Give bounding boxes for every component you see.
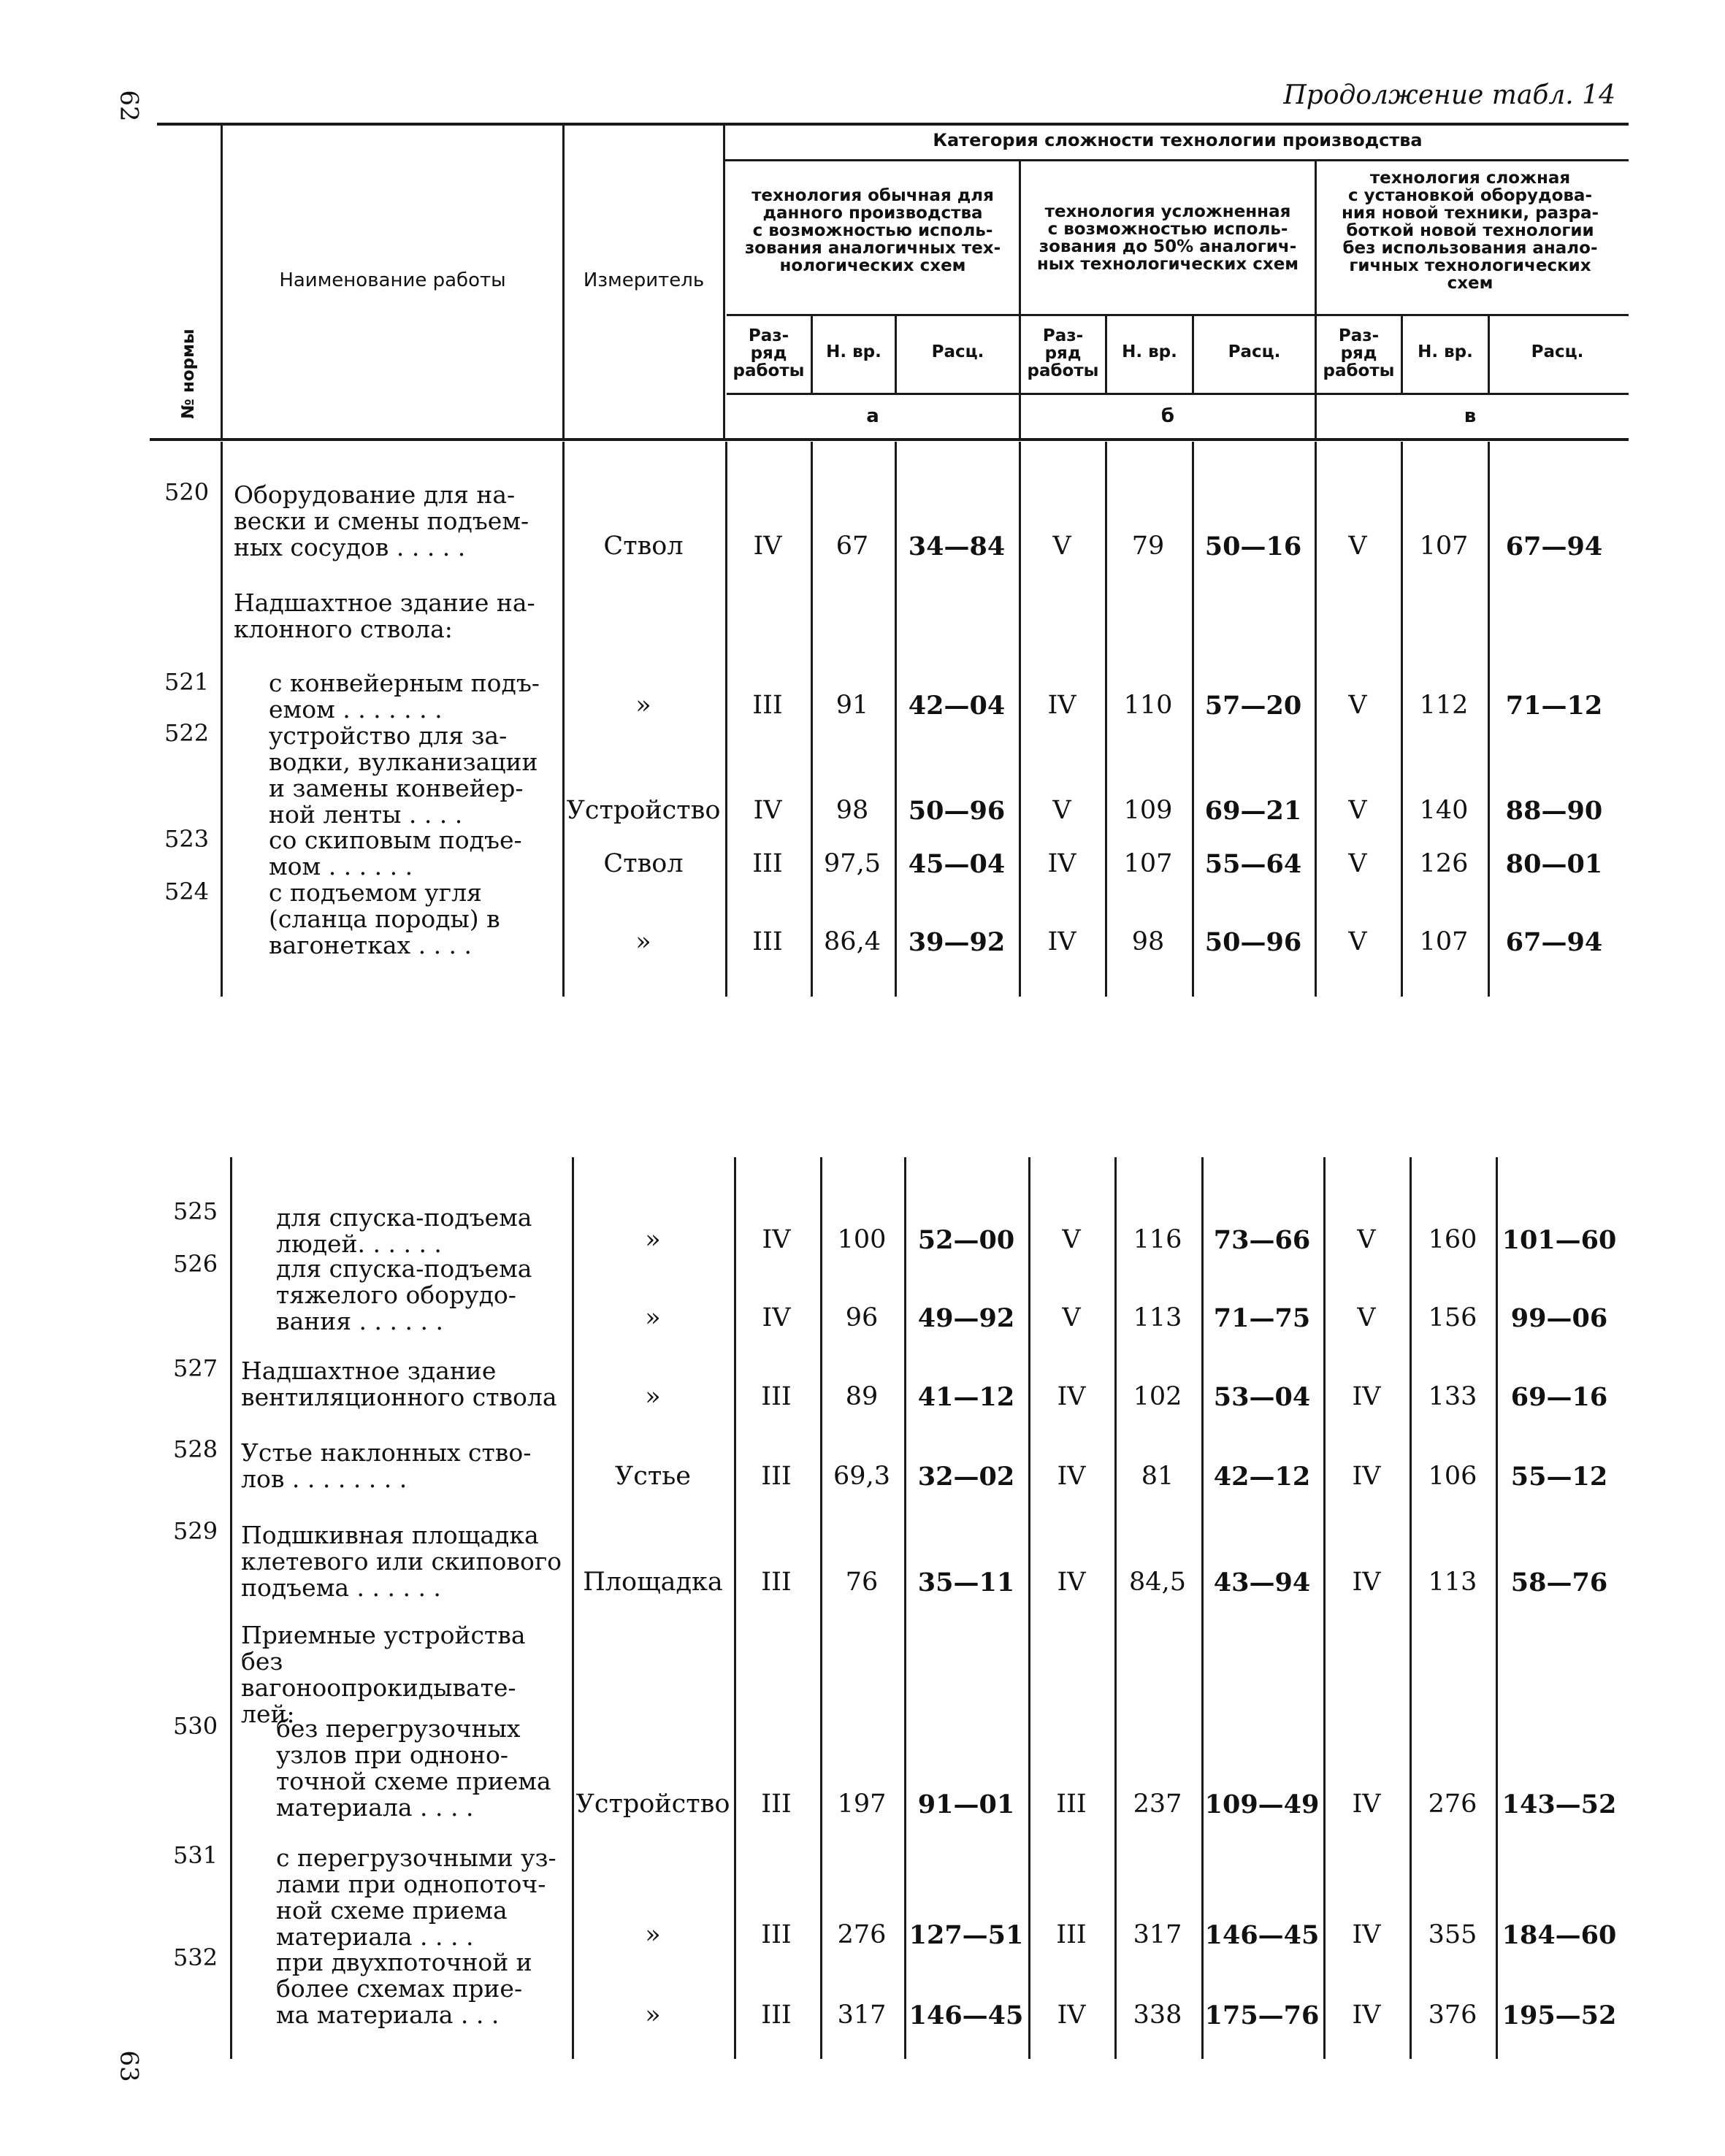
- work-name: с конвейерным подъ- емом . . . . . . .: [269, 669, 540, 724]
- rate-cell: 55—64: [1204, 849, 1302, 879]
- rank-cell: V: [1348, 691, 1367, 720]
- rate-cell: 69—16: [1510, 1382, 1608, 1412]
- work-name: с подъемом угля (сланца породы) в вагонетках . . . .: [269, 878, 500, 959]
- num-column-header: № нормы: [179, 329, 198, 419]
- rate-cell: 41—12: [917, 1382, 1015, 1412]
- rank-cell: IV: [1057, 1462, 1086, 1491]
- rate-cell: 146—45: [1204, 1920, 1320, 1950]
- rate-cell: 143—52: [1502, 1789, 1617, 1819]
- rate-cell: 34—84: [908, 532, 1006, 561]
- rate-cell: 32—02: [917, 1462, 1015, 1492]
- norm-number: 523: [164, 825, 210, 853]
- norm-number: 521: [164, 668, 210, 696]
- rank-cell: IV: [1057, 1382, 1086, 1411]
- rate-cell: 99—06: [1510, 1303, 1608, 1333]
- norm-time-cell: 355: [1428, 1920, 1477, 1949]
- norm-time-cell: 276: [837, 1920, 887, 1949]
- rank-cell: IV: [1352, 1920, 1381, 1949]
- sub-norm-a: Н. вр.: [826, 342, 881, 361]
- unit-cell: Ствол: [603, 849, 684, 878]
- norm-time-cell: 276: [1428, 1789, 1477, 1819]
- norm-number: 532: [173, 1944, 218, 1971]
- norm-time-cell: 160: [1428, 1225, 1477, 1254]
- unit-cell: »: [645, 1920, 661, 1949]
- unit-cell: »: [645, 1303, 661, 1332]
- norm-time-cell: 107: [1419, 532, 1469, 561]
- rate-cell: 71—75: [1213, 1303, 1311, 1333]
- norm-time-cell: 91: [835, 691, 869, 720]
- work-name: без перегрузочных узлов при одноно- точной схеме приема материала . . . .: [276, 1714, 551, 1822]
- b2-vline-c2: [1496, 1157, 1498, 2059]
- b2-vline-c1: [1410, 1157, 1412, 2059]
- b1-vline-name: [221, 442, 223, 997]
- norm-time-cell: 109: [1123, 796, 1173, 825]
- b2-vline-name: [230, 1157, 232, 2059]
- norm-time-cell: 106: [1428, 1462, 1477, 1491]
- rank-cell: III: [761, 1789, 792, 1819]
- rate-cell: 39—92: [908, 927, 1006, 957]
- rank-cell: III: [761, 1462, 792, 1491]
- norm-time-cell: 69,3: [833, 1462, 890, 1491]
- norm-time-cell: 84,5: [1129, 1568, 1186, 1597]
- norm-time-cell: 79: [1131, 532, 1165, 561]
- group-a-letter: а: [866, 405, 879, 427]
- rank-cell: IV: [1057, 1568, 1086, 1597]
- norm-number: 528: [173, 1435, 218, 1463]
- rank-cell: V: [1348, 532, 1367, 561]
- rate-cell: 35—11: [917, 1568, 1015, 1597]
- norm-time-cell: 237: [1133, 1789, 1182, 1819]
- rate-cell: 101—60: [1502, 1225, 1617, 1255]
- unit-cell: Устье: [614, 1462, 692, 1491]
- rank-cell: III: [761, 2000, 792, 2030]
- group-c-title: технология сложная с установкой оборудова- ния новой техники, разра- боткой новой технологии без использования анало- гичных технологических схем: [1341, 169, 1599, 293]
- rank-cell: IV: [1057, 2000, 1086, 2030]
- norm-number: 531: [173, 1841, 218, 1869]
- rank-cell: IV: [1352, 1568, 1381, 1597]
- rank-cell: V: [1357, 1303, 1376, 1332]
- rate-cell: 67—94: [1505, 927, 1603, 957]
- rank-cell: IV: [1047, 927, 1076, 956]
- rate-cell: 50—96: [908, 796, 1006, 826]
- rank-cell: IV: [1047, 849, 1076, 878]
- b1-vline-c2: [1488, 442, 1490, 997]
- unit-cell: »: [635, 927, 651, 956]
- category-rule: [723, 159, 1629, 161]
- rank-cell: V: [1052, 796, 1071, 825]
- work-name: Надшахтное здание вентиляционного ствола: [241, 1357, 557, 1411]
- rate-cell: 57—20: [1204, 691, 1302, 721]
- group-b-letter: б: [1160, 405, 1175, 427]
- norm-number: 522: [164, 719, 210, 747]
- group-rule: [727, 314, 1629, 316]
- rate-cell: 42—04: [908, 691, 1006, 721]
- norm-time-cell: 76: [845, 1568, 879, 1597]
- rate-cell: 184—60: [1502, 1920, 1617, 1950]
- unit-cell: Площадка: [583, 1568, 723, 1597]
- rate-cell: 49—92: [917, 1303, 1015, 1333]
- continuation-title: Продолжение табл. 14: [1283, 80, 1615, 110]
- rank-cell: IV: [1352, 2000, 1381, 2030]
- norm-time-cell: 110: [1123, 691, 1173, 720]
- norm-number: 527: [173, 1354, 218, 1382]
- unit-cell: »: [635, 691, 651, 720]
- unit-cell: Устройство: [566, 796, 721, 825]
- rank-cell: III: [761, 1920, 792, 1949]
- work-name: Подшкивная площадка клетевого или скипового подъема . . . . . .: [241, 1521, 562, 1602]
- rank-cell: IV: [753, 532, 782, 561]
- norm-time-cell: 113: [1133, 1303, 1182, 1332]
- rank-cell: III: [1056, 1789, 1087, 1819]
- norm-time-cell: 133: [1428, 1382, 1477, 1411]
- rate-cell: 55—12: [1510, 1462, 1608, 1492]
- norm-time-cell: 197: [837, 1789, 887, 1819]
- work-name: для спуска-подъема тяжелого оборудо- вания . . . . . .: [276, 1254, 532, 1335]
- work-name: при двухпоточной и более схемах прие- ма материала . . .: [276, 1948, 532, 2029]
- sub-norm-b: Н. вр.: [1122, 342, 1177, 361]
- norm-time-cell: 67: [835, 532, 869, 561]
- work-name: Надшахтное здание на- клонного ствола:: [234, 588, 535, 643]
- norm-number: 520: [164, 478, 210, 506]
- rank-cell: IV: [762, 1225, 791, 1254]
- sub-rate-b: Расц.: [1228, 342, 1281, 361]
- rate-cell: 53—04: [1213, 1382, 1311, 1412]
- norm-time-cell: 156: [1428, 1303, 1477, 1332]
- norm-time-cell: 126: [1419, 849, 1469, 878]
- sub-rank-b: Раз- ряд работы: [1027, 326, 1099, 380]
- norm-time-cell: 107: [1419, 927, 1469, 956]
- norm-time-cell: 376: [1428, 2000, 1477, 2030]
- rank-cell: V: [1348, 796, 1367, 825]
- rank-cell: IV: [1352, 1462, 1381, 1491]
- page-number-bottom: 63: [114, 2050, 144, 2082]
- rank-cell: III: [752, 927, 783, 956]
- rate-cell: 67—94: [1505, 532, 1603, 561]
- sub-rank-c: Раз- ряд работы: [1323, 326, 1395, 380]
- work-name: Устье наклонных ство- лов . . . . . . . .: [241, 1438, 532, 1493]
- rank-cell: III: [761, 1382, 792, 1411]
- rate-cell: 80—01: [1505, 849, 1603, 879]
- name-column-header: Наименование работы: [279, 269, 506, 291]
- rank-cell: V: [1062, 1303, 1081, 1332]
- sub-rank-a: Раз- ряд работы: [733, 326, 805, 380]
- unit-cell: »: [645, 2000, 661, 2030]
- rate-cell: 42—12: [1213, 1462, 1311, 1492]
- unit-cell: Устройство: [575, 1789, 730, 1819]
- unit-cell: »: [645, 1382, 661, 1411]
- norm-number: 530: [173, 1712, 218, 1740]
- norm-time-cell: 102: [1133, 1382, 1182, 1411]
- unit-cell: Ствол: [603, 532, 684, 561]
- norm-number: 529: [173, 1517, 218, 1545]
- work-name: с перегрузочными уз- лами при однопоточ- ной схеме приема материала . . . .: [276, 1844, 556, 1951]
- group-b-title: технология усложненная с возможностью исполь- зования до 50% аналогич- ных технологических схем: [1036, 202, 1299, 274]
- norm-time-cell: 89: [845, 1382, 879, 1411]
- rank-cell: V: [1052, 532, 1071, 561]
- norm-time-cell: 338: [1133, 2000, 1182, 2030]
- norm-number: 524: [164, 878, 210, 905]
- category-title: Категория сложности технологии производства: [933, 130, 1423, 150]
- norm-time-cell: 86,4: [824, 927, 881, 956]
- header-top-rule: [157, 123, 1629, 126]
- b2-vline-b1: [1114, 1157, 1117, 2059]
- rate-cell: 43—94: [1213, 1568, 1311, 1597]
- work-name: устройство для за- водки, вулканизации и замены конвейер- ной ленты . . . .: [269, 721, 538, 829]
- sub-rate-a: Расц.: [931, 342, 984, 361]
- rate-cell: 195—52: [1502, 2000, 1617, 2030]
- rate-cell: 146—45: [909, 2000, 1024, 2030]
- rate-cell: 91—01: [917, 1789, 1015, 1819]
- rank-cell: III: [752, 691, 783, 720]
- rank-cell: IV: [753, 796, 782, 825]
- norm-time-cell: 96: [845, 1303, 879, 1332]
- rank-cell: V: [1062, 1225, 1081, 1254]
- rate-cell: 58—76: [1510, 1568, 1608, 1597]
- rank-cell: IV: [1047, 691, 1076, 720]
- sub-norm-c: Н. вр.: [1418, 342, 1473, 361]
- rate-cell: 52—00: [917, 1225, 1015, 1255]
- rank-cell: V: [1348, 927, 1367, 956]
- group-a-title: технология обычная для данного производства с возможностью исполь- зования аналогичных тех- нологических схем: [744, 186, 1001, 275]
- rank-cell: III: [752, 849, 783, 878]
- b1-vline-b2: [1192, 442, 1194, 997]
- unit-column-header: Измеритель: [583, 269, 705, 291]
- group-c-letter: в: [1464, 405, 1477, 427]
- norm-time-cell: 113: [1428, 1568, 1477, 1597]
- b1-vline-a2: [895, 442, 897, 997]
- work-name: для спуска-подъема людей. . . . . .: [276, 1203, 532, 1258]
- b1-vline-c1: [1401, 442, 1403, 997]
- sub-rate-c: Расц.: [1531, 342, 1584, 361]
- b2-vline-c0: [1323, 1157, 1326, 2059]
- norm-time-cell: 317: [837, 2000, 887, 2030]
- rate-cell: 109—49: [1204, 1789, 1320, 1819]
- b2-vline-a2: [904, 1157, 906, 2059]
- rank-cell: III: [761, 1568, 792, 1597]
- rank-cell: IV: [762, 1303, 791, 1332]
- header-bottom-rule: [150, 438, 1629, 441]
- rate-cell: 88—90: [1505, 796, 1603, 826]
- norm-time-cell: 81: [1141, 1462, 1174, 1491]
- rate-cell: 71—12: [1505, 691, 1603, 721]
- norm-time-cell: 97,5: [824, 849, 881, 878]
- rate-cell: 73—66: [1213, 1225, 1311, 1255]
- rank-cell: III: [1056, 1920, 1087, 1949]
- work-name: Приемные устройства без вагоноопрокидывате- лей:: [241, 1621, 526, 1728]
- norm-time-cell: 112: [1419, 691, 1469, 720]
- unit-cell: »: [645, 1225, 661, 1254]
- rate-cell: 45—04: [908, 849, 1006, 879]
- rate-cell: 127—51: [909, 1920, 1024, 1950]
- rate-cell: 175—76: [1204, 2000, 1320, 2030]
- b1-vline-b1: [1105, 442, 1107, 997]
- norm-number: 526: [173, 1250, 218, 1278]
- norm-time-cell: 100: [837, 1225, 887, 1254]
- work-name: со скиповым подъе- мом . . . . . .: [269, 826, 522, 881]
- page-number-top: 62: [114, 90, 144, 122]
- rank-cell: V: [1348, 849, 1367, 878]
- norm-time-cell: 317: [1133, 1920, 1182, 1949]
- header-vline-3: [723, 124, 725, 440]
- rate-cell: 50—96: [1204, 927, 1302, 957]
- rate-cell: 69—21: [1204, 796, 1302, 826]
- norm-time-cell: 107: [1123, 849, 1173, 878]
- sub-rule: [727, 393, 1629, 395]
- norm-number: 525: [173, 1197, 218, 1225]
- b1-vline-c0: [1315, 442, 1317, 997]
- rate-cell: 50—16: [1204, 532, 1302, 561]
- rank-cell: V: [1357, 1225, 1376, 1254]
- b2-vline-b0: [1028, 1157, 1030, 2059]
- norm-time-cell: 98: [835, 796, 869, 825]
- norm-time-cell: 116: [1133, 1225, 1182, 1254]
- rank-cell: IV: [1352, 1382, 1381, 1411]
- rank-cell: IV: [1352, 1789, 1381, 1819]
- work-name: Оборудование для на- вески и смены подъем- ных сосудов . . . . .: [234, 480, 529, 561]
- norm-time-cell: 98: [1131, 927, 1165, 956]
- b1-vline-b0: [1019, 442, 1021, 997]
- norm-time-cell: 140: [1419, 796, 1469, 825]
